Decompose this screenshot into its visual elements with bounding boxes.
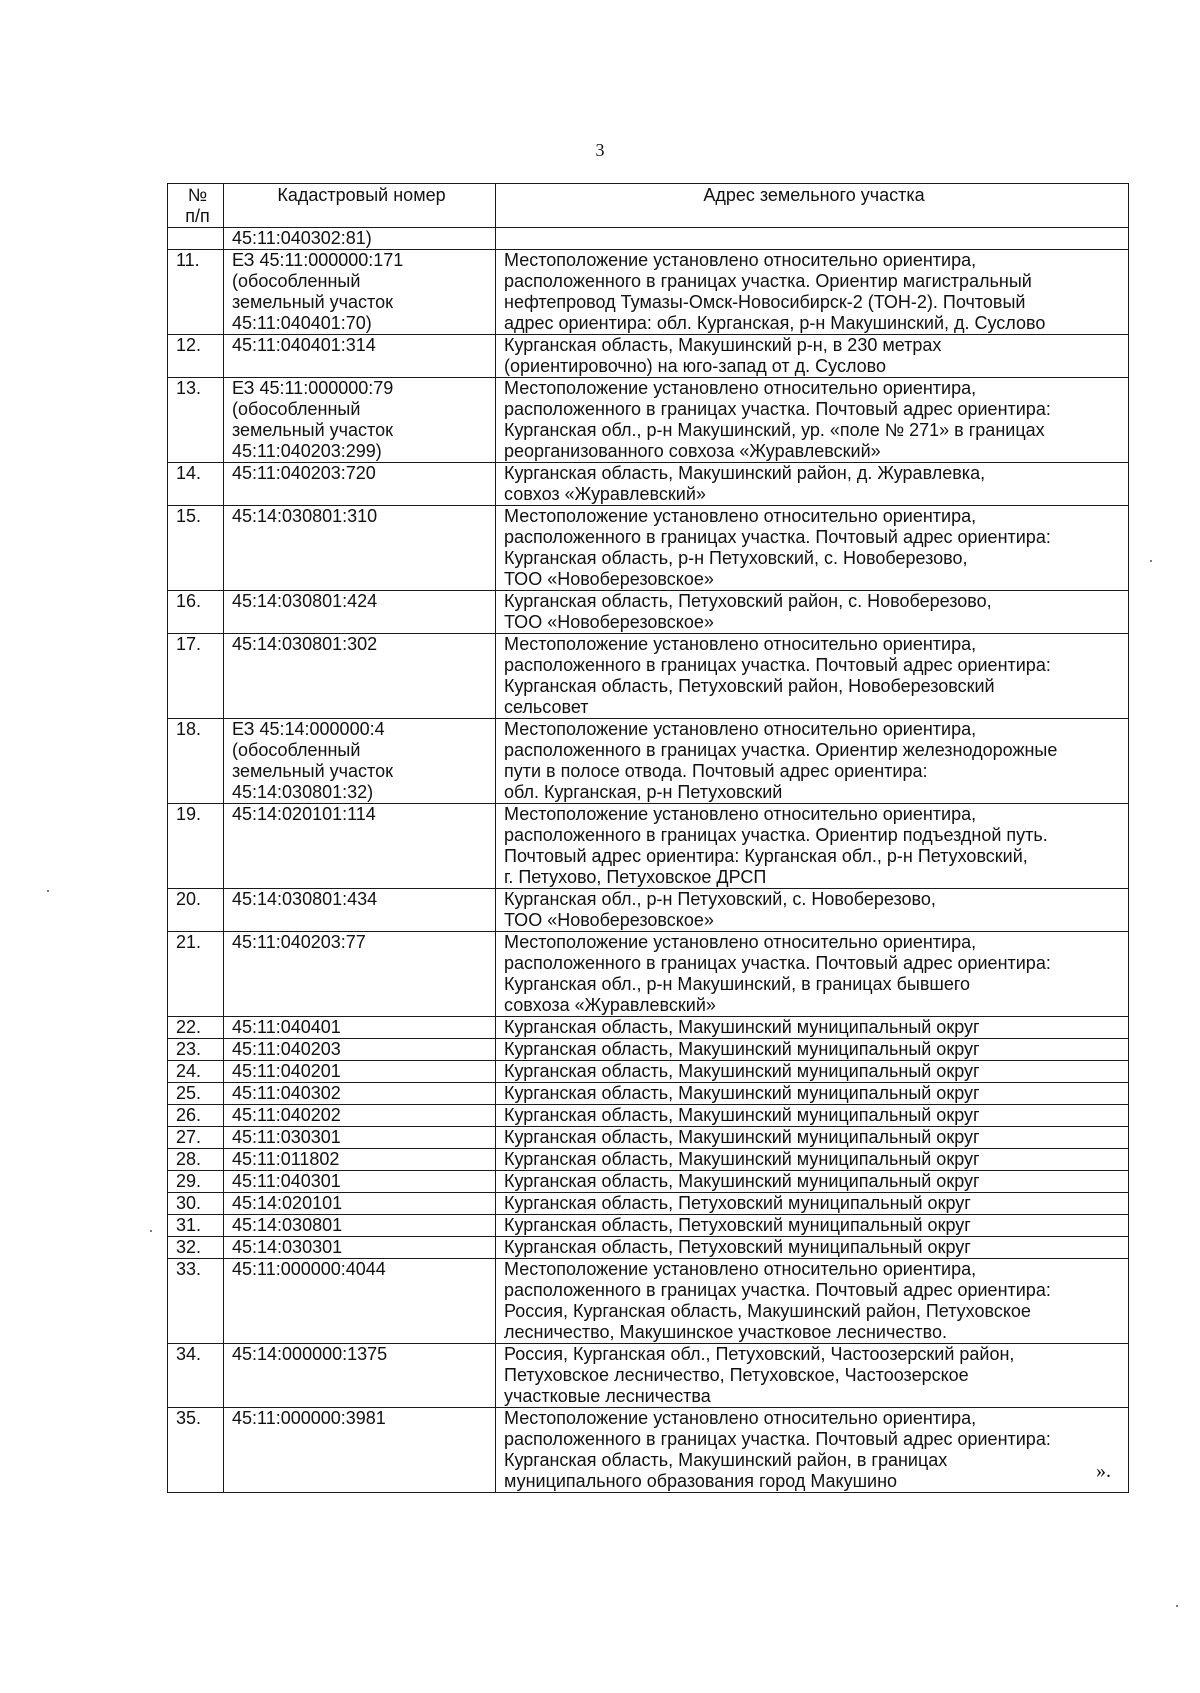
- cadastral-number: 45:14:020101:114: [224, 804, 496, 889]
- table-row: [168, 1237, 1129, 1259]
- plot-address: Курганская обл., р-н Петуховский, с. Новоберезово, ТОО «Новоберезовское»: [496, 889, 1129, 932]
- table-row: [168, 804, 1129, 889]
- row-number: [168, 228, 224, 250]
- row-number: 35.: [168, 1408, 224, 1493]
- scan-speck: [1176, 1605, 1178, 1607]
- table-row: [168, 1105, 1129, 1127]
- row-number: 30.: [168, 1193, 224, 1215]
- table-row: [168, 719, 1129, 804]
- plot-address: Местоположение установлено относительно ориентира, расположенного в границах участка. Почтовый адрес ориентира: Курганская обл., р-н Макушинский, в границах бывшего совхоза «Журавлевский»: [496, 932, 1129, 1017]
- plot-address: Местоположение установлено относительно ориентира, расположенного в границах участка. Почтовый адрес ориентира: Курганская область, Петуховский район, Новоберезовский сельсовет: [496, 634, 1129, 719]
- table-row: [168, 1259, 1129, 1344]
- table-row: [168, 250, 1129, 335]
- row-number: 17.: [168, 634, 224, 719]
- header-plot-address: Адрес земельного участка: [496, 184, 1129, 228]
- row-number: 16.: [168, 591, 224, 634]
- plot-address: Местоположение установлено относительно ориентира, расположенного в границах участка. Ориентир магистральный нефтепровод Тумазы-Омск-Новосибирск-2 (ТОН-2). Почтовый адрес ориентира: обл. Курганская, р-н Макушинский, д. Суслово: [496, 250, 1129, 335]
- row-number: 12.: [168, 335, 224, 378]
- row-number: 19.: [168, 804, 224, 889]
- scan-speck: [150, 1230, 152, 1232]
- row-number: 31.: [168, 1215, 224, 1237]
- scan-speck: [47, 890, 49, 892]
- cadastral-number: 45:11:040203: [224, 1039, 496, 1061]
- cadastral-number: 45:11:000000:4044: [224, 1259, 496, 1344]
- row-number: 20.: [168, 889, 224, 932]
- header-row-number: № п/п: [168, 184, 224, 228]
- cadastral-number: ЕЗ 45:11:000000:171 (обособленный земельный участок 45:11:040401:70): [224, 250, 496, 335]
- cadastral-number: 45:11:040203:720: [224, 463, 496, 506]
- table-row: [168, 1149, 1129, 1171]
- plot-address: Местоположение установлено относительно ориентира, расположенного в границах участка. Ориентир железнодорожные пути в полосе отвода. Почтовый адрес ориентира: обл. Курганская, р-н Петуховский: [496, 719, 1129, 804]
- plot-address: Курганская область, Макушинский район, д. Журавлевка, совхоз «Журавлевский»: [496, 463, 1129, 506]
- row-number: 32.: [168, 1237, 224, 1259]
- table-row: [168, 1344, 1129, 1408]
- table-row: [168, 378, 1129, 463]
- plot-address: Курганская область, Петуховский муниципальный округ: [496, 1215, 1129, 1237]
- plot-address: Курганская область, Макушинский муниципальный округ: [496, 1039, 1129, 1061]
- cadastral-number: 45:11:040302:81): [224, 228, 496, 250]
- table-row: [168, 591, 1129, 634]
- cadastral-number: 45:11:040201: [224, 1061, 496, 1083]
- cadastral-number: 45:11:040401: [224, 1017, 496, 1039]
- cadastral-number: 45:14:030801:310: [224, 506, 496, 591]
- plot-address: Курганская область, Макушинский муниципальный округ: [496, 1083, 1129, 1105]
- table-row: [168, 228, 1129, 250]
- plot-address: Россия, Курганская обл., Петуховский, Частоозерский район, Петуховское лесничество, Петуховское, Частоозерское участковые лесничества: [496, 1344, 1129, 1408]
- header-cadastral-number: Кадастровый номер: [224, 184, 496, 228]
- cadastral-number: 45:14:030801:302: [224, 634, 496, 719]
- page-number: 3: [595, 140, 605, 160]
- plot-address: Курганская область, Макушинский муниципальный округ: [496, 1149, 1129, 1171]
- plot-address: Местоположение установлено относительно ориентира, расположенного в границах участка. Почтовый адрес ориентира: Россия, Курганская область, Макушинский район, Петуховское лесничество, Макушинское участковое лесничество.: [496, 1259, 1129, 1344]
- row-number: 25.: [168, 1083, 224, 1105]
- cadastral-number: 45:11:000000:3981: [224, 1408, 496, 1493]
- plot-address: Местоположение установлено относительно ориентира, расположенного в границах участка. Почтовый адрес ориентира: Курганская область, р-н Петуховский, с. Новоберезово, ТОО «Новоберезовское»: [496, 506, 1129, 591]
- plot-address: Курганская область, Макушинский муниципальный округ: [496, 1127, 1129, 1149]
- cadastral-number: 45:14:030801:424: [224, 591, 496, 634]
- cadastral-number: ЕЗ 45:14:000000:4 (обособленный земельный участок 45:14:030801:32): [224, 719, 496, 804]
- plot-address: Курганская область, Макушинский муниципальный округ: [496, 1017, 1129, 1039]
- table-row: [168, 1061, 1129, 1083]
- plot-address: Местоположение установлено относительно ориентира, расположенного в границах участка. Ориентир подъездной путь. Почтовый адрес ориентира: Курганская обл., р-н Петуховский, г. Петухово, Петуховское ДРСП: [496, 804, 1129, 889]
- row-number: 27.: [168, 1127, 224, 1149]
- row-number: 18.: [168, 719, 224, 804]
- land-plots-table: [167, 183, 1129, 1493]
- cadastral-number: 45:14:030301: [224, 1237, 496, 1259]
- table-row: [168, 634, 1129, 719]
- row-number: 13.: [168, 378, 224, 463]
- scan-speck: [1150, 560, 1152, 562]
- plot-address: Курганская область, Макушинский муниципальный округ: [496, 1061, 1129, 1083]
- cadastral-number: 45:11:040203:77: [224, 932, 496, 1017]
- cadastral-number: ЕЗ 45:11:000000:79 (обособленный земельный участок 45:11:040203:299): [224, 378, 496, 463]
- row-number: 14.: [168, 463, 224, 506]
- plot-address: Курганская область, Макушинский муниципальный округ: [496, 1105, 1129, 1127]
- row-number: 21.: [168, 932, 224, 1017]
- table-row: [168, 506, 1129, 591]
- table-row: [168, 1083, 1129, 1105]
- cadastral-number: 45:11:040301: [224, 1171, 496, 1193]
- plot-address: Курганская область, Петуховский муниципальный округ: [496, 1193, 1129, 1215]
- closing-quote-mark: ».: [1096, 1460, 1111, 1482]
- table-row: [168, 1171, 1129, 1193]
- table-row: [168, 1039, 1129, 1061]
- row-number: 26.: [168, 1105, 224, 1127]
- row-number: 22.: [168, 1017, 224, 1039]
- cadastral-number: 45:14:030801: [224, 1215, 496, 1237]
- cadastral-number: 45:11:040302: [224, 1083, 496, 1105]
- cadastral-number: 45:11:030301: [224, 1127, 496, 1149]
- row-number: 11.: [168, 250, 224, 335]
- row-number: 33.: [168, 1259, 224, 1344]
- plot-address: Курганская область, Макушинский муниципальный округ: [496, 1171, 1129, 1193]
- row-number: 28.: [168, 1149, 224, 1171]
- table-row: [168, 1193, 1129, 1215]
- table-row: [168, 1017, 1129, 1039]
- cadastral-number: 45:11:040202: [224, 1105, 496, 1127]
- cadastral-number: 45:11:040401:314: [224, 335, 496, 378]
- table-row: [168, 335, 1129, 378]
- table-row: [168, 1408, 1129, 1493]
- plot-address: Курганская область, Петуховский муниципальный округ: [496, 1237, 1129, 1259]
- plot-address: Местоположение установлено относительно ориентира, расположенного в границах участка. Почтовый адрес ориентира: Курганская обл., р-н Макушинский, ур. «поле № 271» в границах реорганизованного совхоза «Журавлевский»: [496, 378, 1129, 463]
- plot-address: Местоположение установлено относительно ориентира, расположенного в границах участка. Почтовый адрес ориентира: Курганская область, Макушинский район, в границах муниципального образования город Макушино: [496, 1408, 1129, 1493]
- table-row: [168, 932, 1129, 1017]
- table-row: [168, 889, 1129, 932]
- cadastral-number: 45:14:020101: [224, 1193, 496, 1215]
- row-number: 15.: [168, 506, 224, 591]
- table-row: [168, 1127, 1129, 1149]
- plot-address: Курганская область, Петуховский район, с. Новоберезово, ТОО «Новоберезовское»: [496, 591, 1129, 634]
- cadastral-number: 45:14:000000:1375: [224, 1344, 496, 1408]
- table-header-row: [168, 184, 1129, 228]
- table-row: [168, 1215, 1129, 1237]
- table-row: [168, 463, 1129, 506]
- row-number: 29.: [168, 1171, 224, 1193]
- plot-address: Курганская область, Макушинский р-н, в 230 метрах (ориентировочно) на юго-запад от д. Суслово: [496, 335, 1129, 378]
- table-body: [168, 228, 1129, 1493]
- row-number: 24.: [168, 1061, 224, 1083]
- cadastral-number: 45:11:011802: [224, 1149, 496, 1171]
- plot-address: [496, 228, 1129, 250]
- row-number: 23.: [168, 1039, 224, 1061]
- row-number: 34.: [168, 1344, 224, 1408]
- cadastral-number: 45:14:030801:434: [224, 889, 496, 932]
